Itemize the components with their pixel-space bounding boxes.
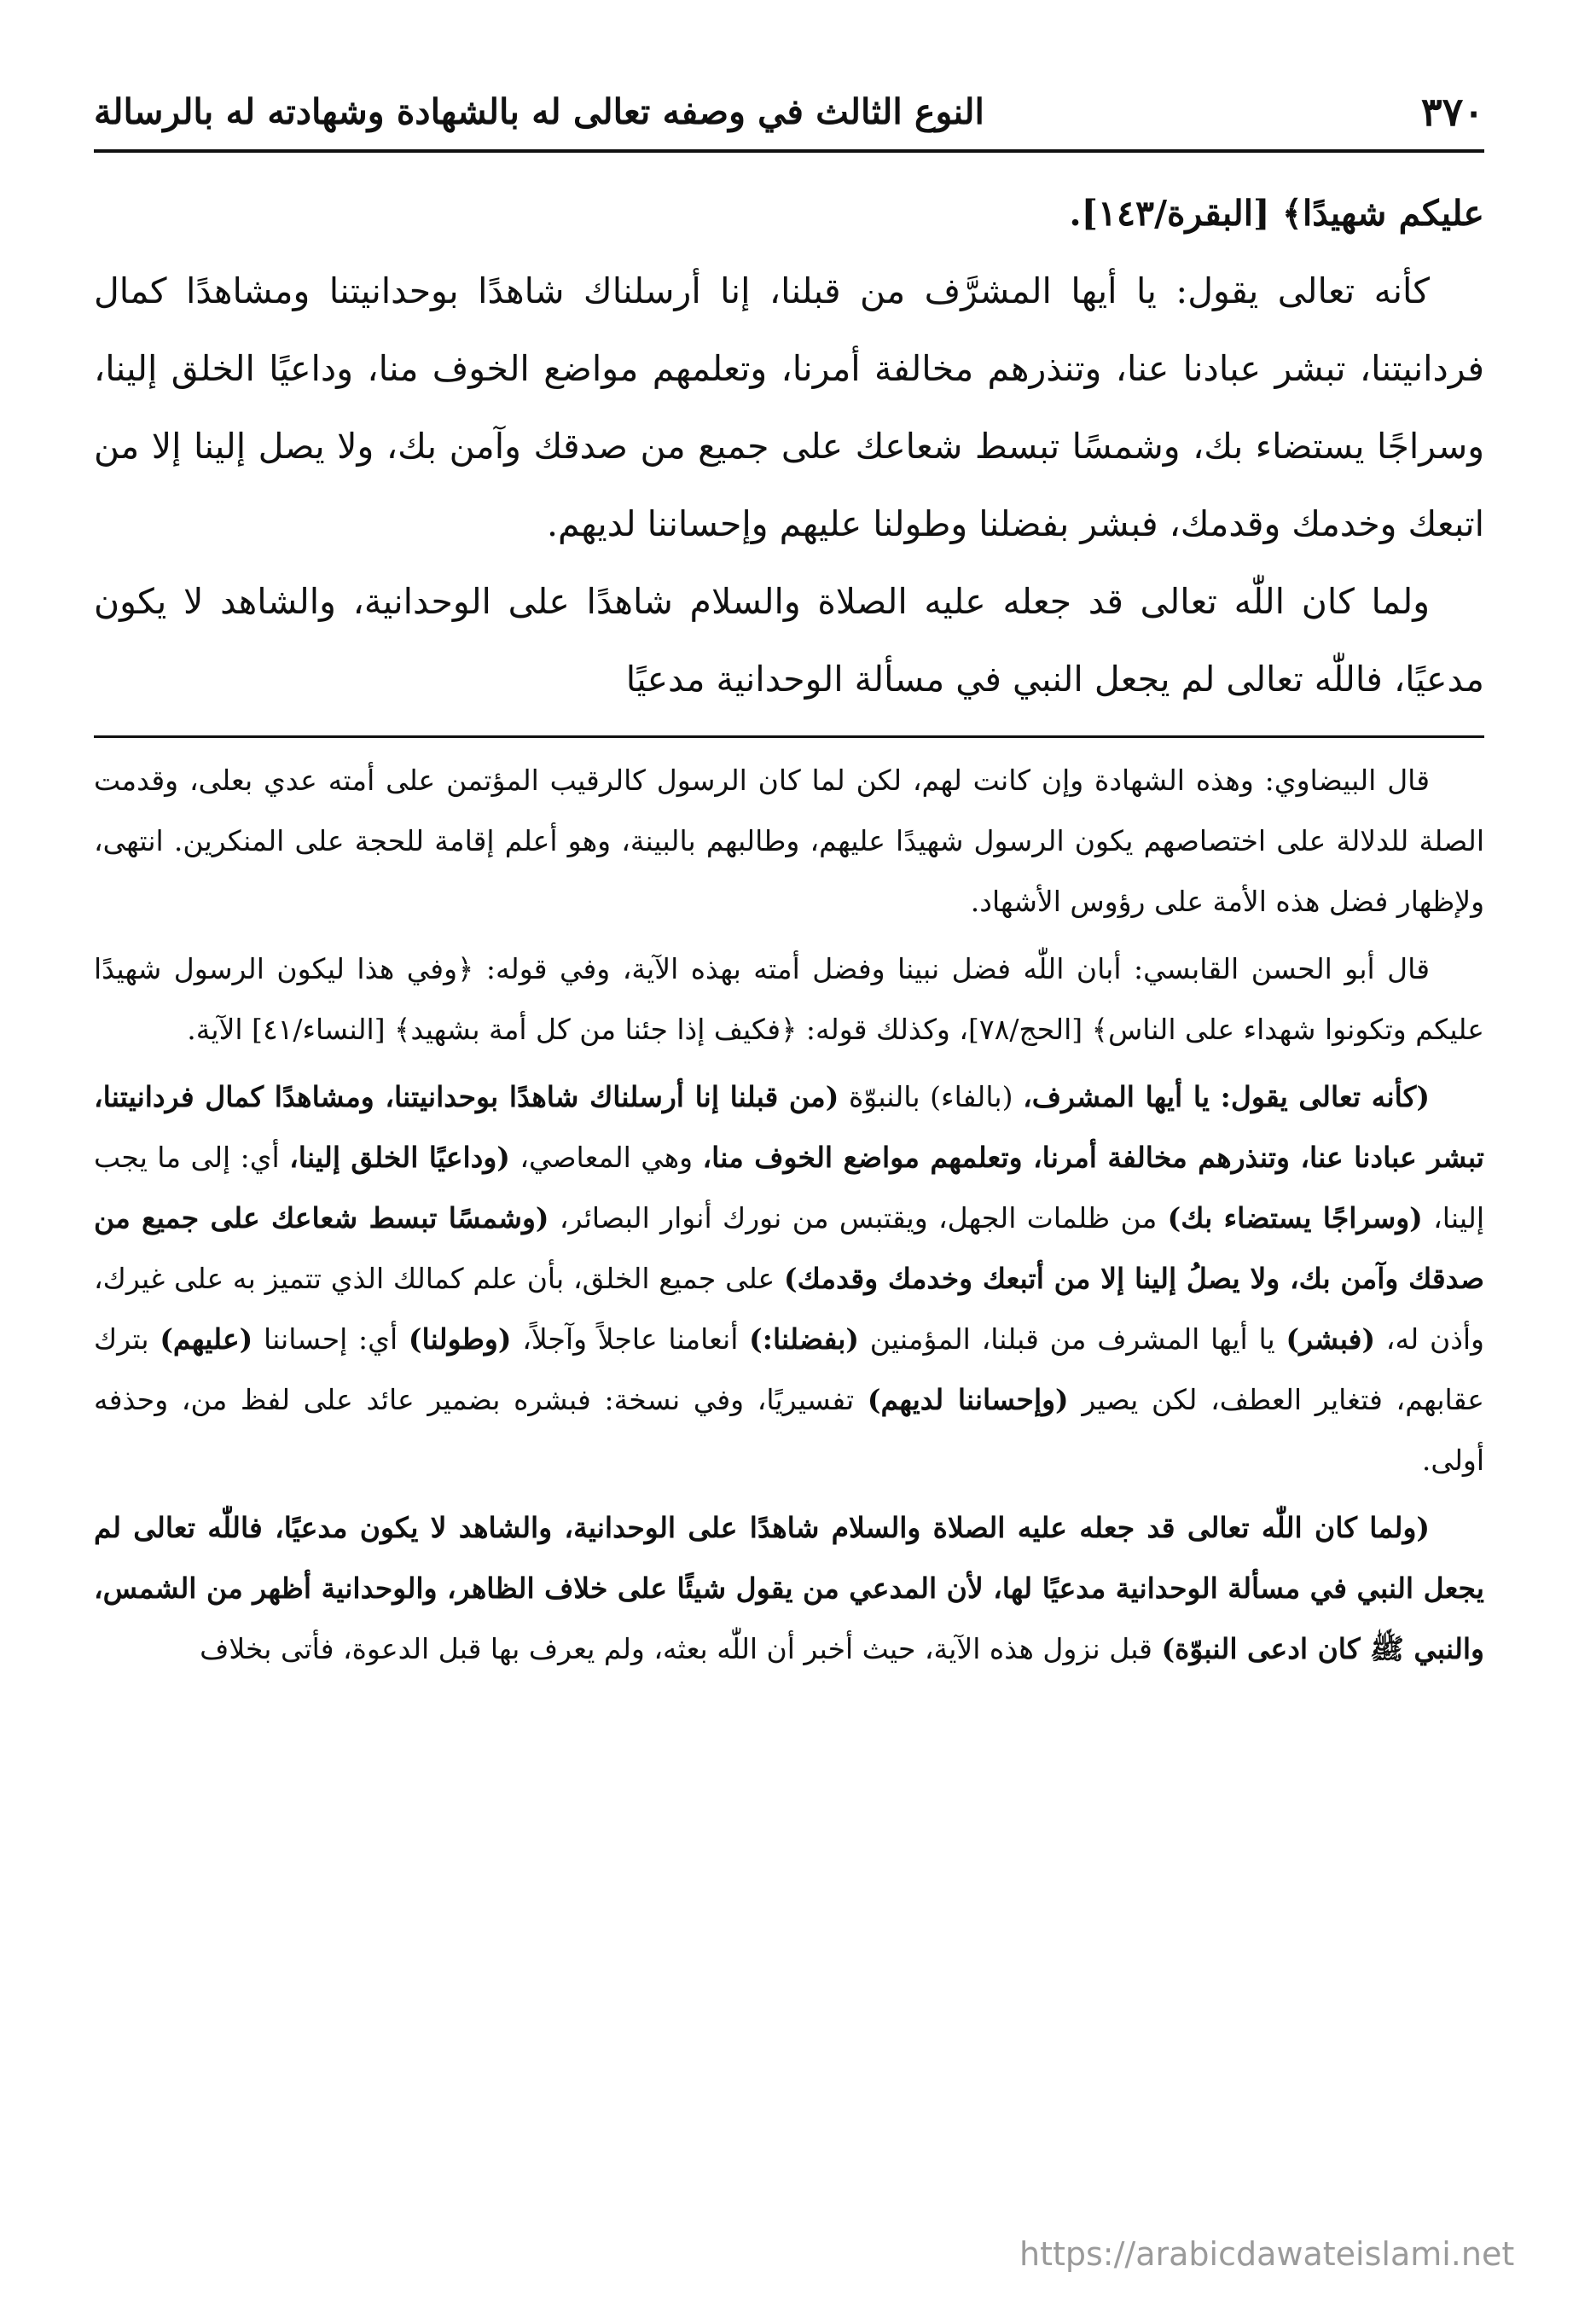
verse-ending: عليكم شهيدًا﴾ [البقرة/١٤٣].	[1069, 193, 1484, 234]
quoted-text: (وسراجًا يستضاء بك)	[1167, 1201, 1423, 1235]
commentary-text: تفسيريًا، وفي نسخة: فبشره بضمير عائد على لفظ من، وحذفه أولى.	[94, 1383, 1484, 1477]
quoted-text: (كأنه تعالى يقول: يا أيها المشرف،	[1023, 1080, 1431, 1113]
quoted-text: (ولما كان اللّٰه تعالى قد جعله عليه الصلاة والسلام شاهدًا على الوحدانية، والشاهد لا يكون مدعيًا، فاللّٰه تعالى لم يجعل النبي في مسألة الوحدانية مدعيًا لها، لأن المدعي من يقول شيئًا على خلاف الظاهر، والوحدانية أظهر من الشمس، والنبي ﷺ كان ادعى النبوّة)	[94, 1511, 1484, 1665]
quoted-text: (من قبلنا إنا أرسلناك شاهدًا بوحدانيتنا، ومشاهدًا كمال فردانيتنا، تبشر عبادنا عنا، وتنذرهم مخالفة أمرنا، وتعلمهم مواضع الخوف منا،	[94, 1080, 1484, 1174]
main-paragraph-1: كأنه تعالى يقول: يا أيها المشرَّف من قبلنا، إنا أرسلناك شاهدًا بوحدانيتنا ومشاهدًا كمال فردانيتنا، تبشر عبادنا عنا، وتنذرهم مخالفة أمرنا، وتعلمهم مواضع الخوف منا، وداعيًا الخلق إلينا، وسراجًا يستضاء بك، وشمسًا تبسط شعاعك على جميع من صدقك وآمن بك، ولا يصل إلينا إلا من اتبعك وخدمك وقدمك، فبشر بفضلنا وطولنا عليهم وإحساننا لديهم.	[94, 270, 1484, 544]
quoted-text: (فبشر)	[1286, 1322, 1376, 1356]
commentary-text: أي: إلى ما يجب إلينا،	[94, 1141, 1484, 1235]
commentary-text: أنعامنا عاجلاً وآجلاً،	[511, 1322, 750, 1356]
header-divider	[94, 149, 1484, 153]
quoted-text: (وإحساننا لديهم)	[867, 1383, 1069, 1416]
commentary-text: قبل نزول هذه الآية، حيث أخبر أن اللّٰه بعثه، ولم يعرف بها قبل الدعوة، فأتى بخلاف	[200, 1632, 1162, 1665]
commentary-text: (بالفاء) بالنبوّة	[839, 1080, 1024, 1113]
commentary-text: أي: إحساننا	[252, 1322, 409, 1356]
footnote-baydawi: قال البيضاوي: وهذه الشهادة وإن كانت لهم، لكن لما كان الرسول كالرقيب المؤتمن على أمته عدي بعلى، وقدمت الصلة للدلالة على اختصاصهم يكون الرسول شهيدًا عليهم، وطالبهم بالبينة، وهو أعلم إقامة للحجة على المنكرين. انتهى، ولإظهار فضل هذه الأمة على رؤوس الأشهاد.	[94, 764, 1484, 918]
quoted-text: (وشمسًا تبسط شعاعك على جميع من صدقك وآمن بك، ولا يصلُ إلينا إلا من أتبعك وخدمك وقدمك)	[94, 1201, 1485, 1295]
main-paragraph-2: ولما كان اللّٰه تعالى قد جعله عليه الصلاة والسلام شاهدًا على الوحدانية، والشاهد لا يكون مدعيًا، فاللّٰه تعالى لم يجعل النبي في مسألة الوحدانية مدعيًا	[94, 581, 1484, 700]
footnote-divider	[94, 735, 1484, 738]
quoted-text: (وداعيًا الخلق إلينا،	[289, 1141, 510, 1174]
page-number: ٣٧٠	[1420, 89, 1484, 135]
commentary-text: من ظلمات الجهل، ويقتبس من نورك أنوار البصائر،	[549, 1201, 1168, 1235]
watermark-url: https://arabicdawateislami.net	[1019, 2235, 1515, 2273]
commentary-text: وهي المعاصي،	[509, 1141, 703, 1174]
commentary-text: بترك عقابهم، فتغاير العطف، لكن يصير	[94, 1322, 1484, 1416]
footnotes	[94, 750, 1484, 1679]
book-page	[94, 81, 1484, 1679]
main-text	[94, 175, 1484, 718]
quoted-text: (عليهم)	[160, 1322, 253, 1356]
commentary-paragraph-1	[94, 1066, 1484, 1490]
commentary-text: يا أيها المشرف من قبلنا، المؤمنين	[859, 1322, 1286, 1356]
footnote-qabisi: قال أبو الحسن القابسي: أبان اللّٰه فضل نبينا وفضل أمته بهذه الآية، وفي قوله: ﴿وفي هذا ليكون الرسول شهيدًا عليكم وتكونوا شهداء على الناس﴾ [الحج/٧٨]، وكذلك قوله: ﴿فكيف إذا جئنا من كل أمة بشهيد﴾ [النساء/٤١] الآية.	[94, 952, 1484, 1046]
commentary-text: على جميع الخلق، بأن علم كمالك الذي تتميز به على غيرك، وأذن له،	[94, 1262, 1484, 1356]
commentary-paragraph-2	[94, 1497, 1484, 1679]
quoted-text: (بفضلنا:)	[749, 1322, 860, 1356]
running-title: النوع الثالث في وصفه تعالى له بالشهادة وشهادته له بالرسالة	[94, 91, 984, 132]
quoted-text: (وطولنا)	[408, 1322, 512, 1356]
page-header	[94, 81, 1484, 142]
